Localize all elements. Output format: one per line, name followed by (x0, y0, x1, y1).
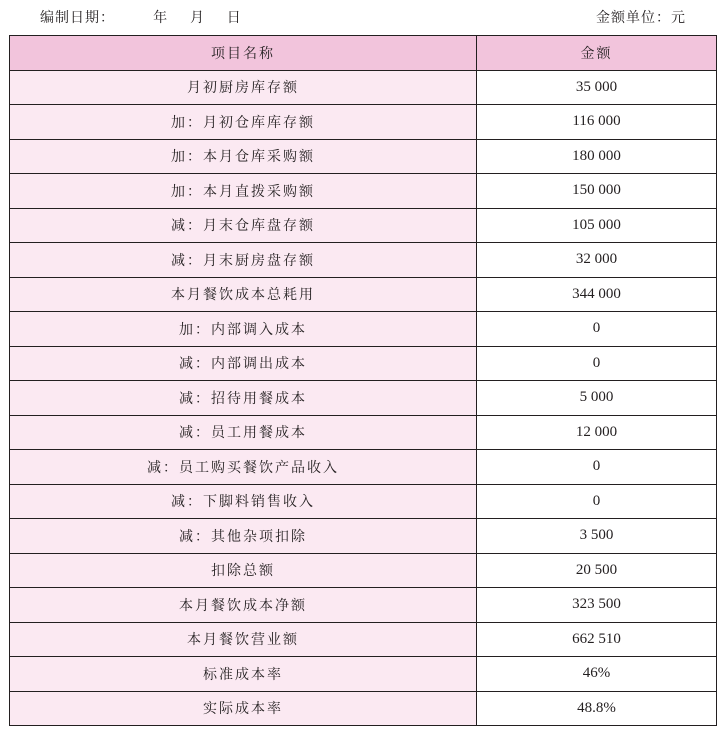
row-amount: 0 (477, 312, 717, 347)
table-row (10, 277, 717, 312)
table-row (10, 519, 717, 554)
table-row (10, 415, 717, 450)
table-row (10, 312, 717, 347)
column-header-item: 项目名称 (10, 36, 477, 71)
table-row (10, 691, 717, 726)
row-amount: 150 000 (477, 174, 717, 209)
row-item-name: 加：本月直拨采购额 (10, 174, 477, 209)
row-amount: 323 500 (477, 588, 717, 623)
row-item-name: 减：内部调出成本 (10, 346, 477, 381)
row-amount: 12 000 (477, 415, 717, 450)
row-item-name: 减：其他杂项扣除 (10, 519, 477, 554)
row-amount: 32 000 (477, 243, 717, 278)
table-row (10, 657, 717, 692)
table-row (10, 208, 717, 243)
table-row (10, 484, 717, 519)
row-item-name: 减：员工购买餐饮产品收入 (10, 450, 477, 485)
table-row (10, 622, 717, 657)
row-item-name: 月初厨房库存额 (10, 70, 477, 105)
amount-unit-label: 金额单位：元 (596, 10, 686, 26)
table-row (10, 174, 717, 209)
column-header-amount: 金额 (477, 36, 717, 71)
row-item-name: 减：招待用餐成本 (10, 381, 477, 416)
row-amount: 105 000 (477, 208, 717, 243)
row-item-name: 本月餐饮成本总耗用 (10, 277, 477, 312)
row-item-name: 本月餐饮成本净额 (10, 588, 477, 623)
row-amount: 3 500 (477, 519, 717, 554)
row-item-name: 扣除总额 (10, 553, 477, 588)
row-item-name: 加：内部调入成本 (10, 312, 477, 347)
row-amount: 20 500 (477, 553, 717, 588)
food-cost-table (9, 35, 717, 726)
table-row (10, 588, 717, 623)
table-row (10, 105, 717, 140)
row-item-name: 实际成本率 (10, 691, 477, 726)
row-amount: 0 (477, 450, 717, 485)
row-amount: 180 000 (477, 139, 717, 174)
table-row (10, 243, 717, 278)
row-amount: 5 000 (477, 381, 717, 416)
row-amount: 46% (477, 657, 717, 692)
row-amount: 0 (477, 484, 717, 519)
row-item-name: 标准成本率 (10, 657, 477, 692)
row-item-name: 加：本月仓库采购额 (10, 139, 477, 174)
table-row (10, 346, 717, 381)
row-amount: 344 000 (477, 277, 717, 312)
table-row (10, 553, 717, 588)
row-amount: 662 510 (477, 622, 717, 657)
row-amount: 0 (477, 346, 717, 381)
row-item-name: 减：下脚料销售收入 (10, 484, 477, 519)
row-item-name: 本月餐饮营业额 (10, 622, 477, 657)
row-item-name: 减：月末厨房盘存额 (10, 243, 477, 278)
table-row (10, 70, 717, 105)
compile-date-label: 编制日期： 年 月 日 (40, 10, 242, 26)
table-row (10, 450, 717, 485)
row-item-name: 加：月初仓库库存额 (10, 105, 477, 140)
row-item-name: 减：月末仓库盘存额 (10, 208, 477, 243)
table-row (10, 139, 717, 174)
row-amount: 116 000 (477, 105, 717, 140)
table-meta-row (0, 7, 724, 27)
table-row (10, 381, 717, 416)
table-header-row (10, 36, 717, 71)
row-amount: 48.8% (477, 691, 717, 726)
row-item-name: 减：员工用餐成本 (10, 415, 477, 450)
row-amount: 35 000 (477, 70, 717, 105)
